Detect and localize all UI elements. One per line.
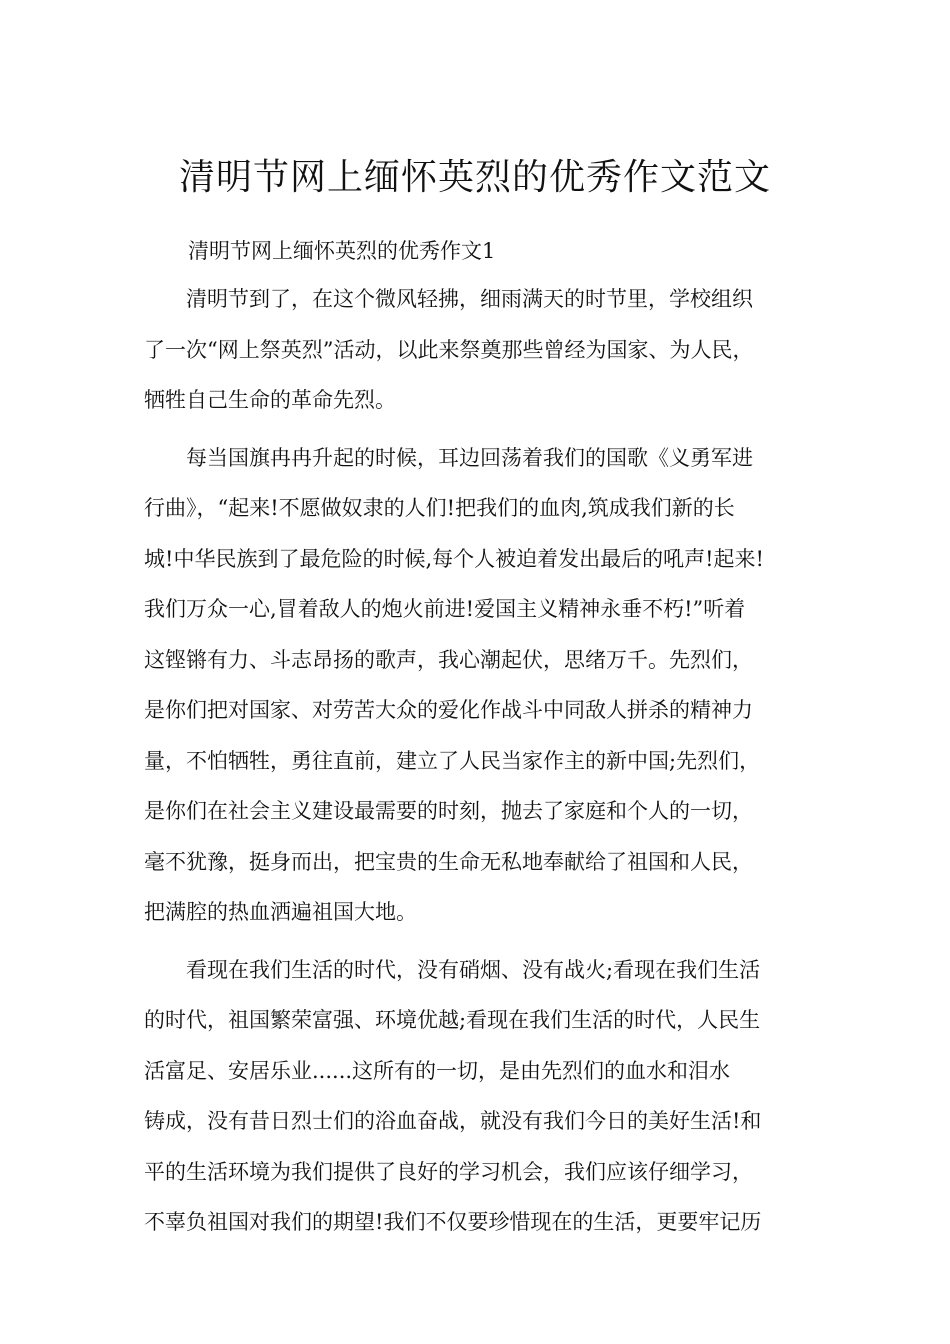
text-line: 是你们把对国家、对劳苦大众的爱化作战斗中同敌人拼杀的精神力 [144, 698, 753, 722]
document-title: 清明节网上缅怀英烈的优秀作文范文 [178, 157, 771, 199]
text-line: 不辜负祖国对我们的期望!我们不仅要珍惜现在的生活，更要牢记历 [144, 1210, 762, 1234]
text-line: 把满腔的热血洒遍祖国大地。 [144, 900, 417, 924]
text-line: 活富足、安居乐业......这所有的一切，是由先烈们的血水和泪水 [144, 1058, 731, 1083]
text-line: 牺牲自己生命的革命先烈。 [144, 388, 396, 412]
text-line: 铸成，没有昔日烈士们的浴血奋战，就没有我们今日的美好生活!和 [144, 1109, 762, 1133]
text-line: 行曲》，“起来!不愿做奴隶的人们!把我们的血肉,筑成我们新的长 [144, 496, 735, 520]
text-line: 的时代，祖国繁荣富强、环境优越;看现在我们生活的时代，人民生 [144, 1008, 761, 1032]
text-line: 看现在我们生活的时代，没有硝烟、没有战火;看现在我们生活 [144, 957, 761, 982]
text-line: 了一次“网上祭英烈”活动，以此来祭奠那些曾经为国家、为人民， [144, 337, 754, 362]
paragraph-2 [144, 442, 824, 947]
text-line: 清明节到了，在这个微风轻拂，细雨满天的时节里，学校组织 [144, 287, 753, 311]
text-line: 我们万众一心,冒着敌人的炮火前进!爱国主义精神永垂不朽!”听着 [144, 597, 746, 621]
essay-body [144, 283, 824, 1257]
text-line: 这铿锵有力、斗志昂扬的歌声，我心潮起伏，思绪万千。先烈们， [144, 647, 753, 672]
text-line: 城!中华民族到了最危险的时候,每个人被迫着发出最后的吼声!起来! [144, 546, 764, 571]
text-line: 是你们在社会主义建设最需要的时刻，抛去了家庭和个人的一切， [144, 799, 753, 823]
text-line: 量，不怕牺牲，勇往直前，建立了人民当家作主的新中国;先烈们， [144, 748, 761, 773]
text-line: 平的生活环境为我们提供了良好的学习机会，我们应该仔细学习， [144, 1159, 753, 1184]
paragraph-3 [144, 954, 824, 1257]
text-line: 毫不犹豫，挺身而出，把宝贵的生命无私地奉献给了祖国和人民， [144, 849, 753, 874]
essay-subtitle: 清明节网上缅怀英烈的优秀作文1 [188, 239, 496, 263]
paragraph-1 [144, 283, 824, 435]
text-line: 每当国旗冉冉升起的时候，耳边回荡着我们的国歌《义勇军进 [144, 445, 753, 470]
